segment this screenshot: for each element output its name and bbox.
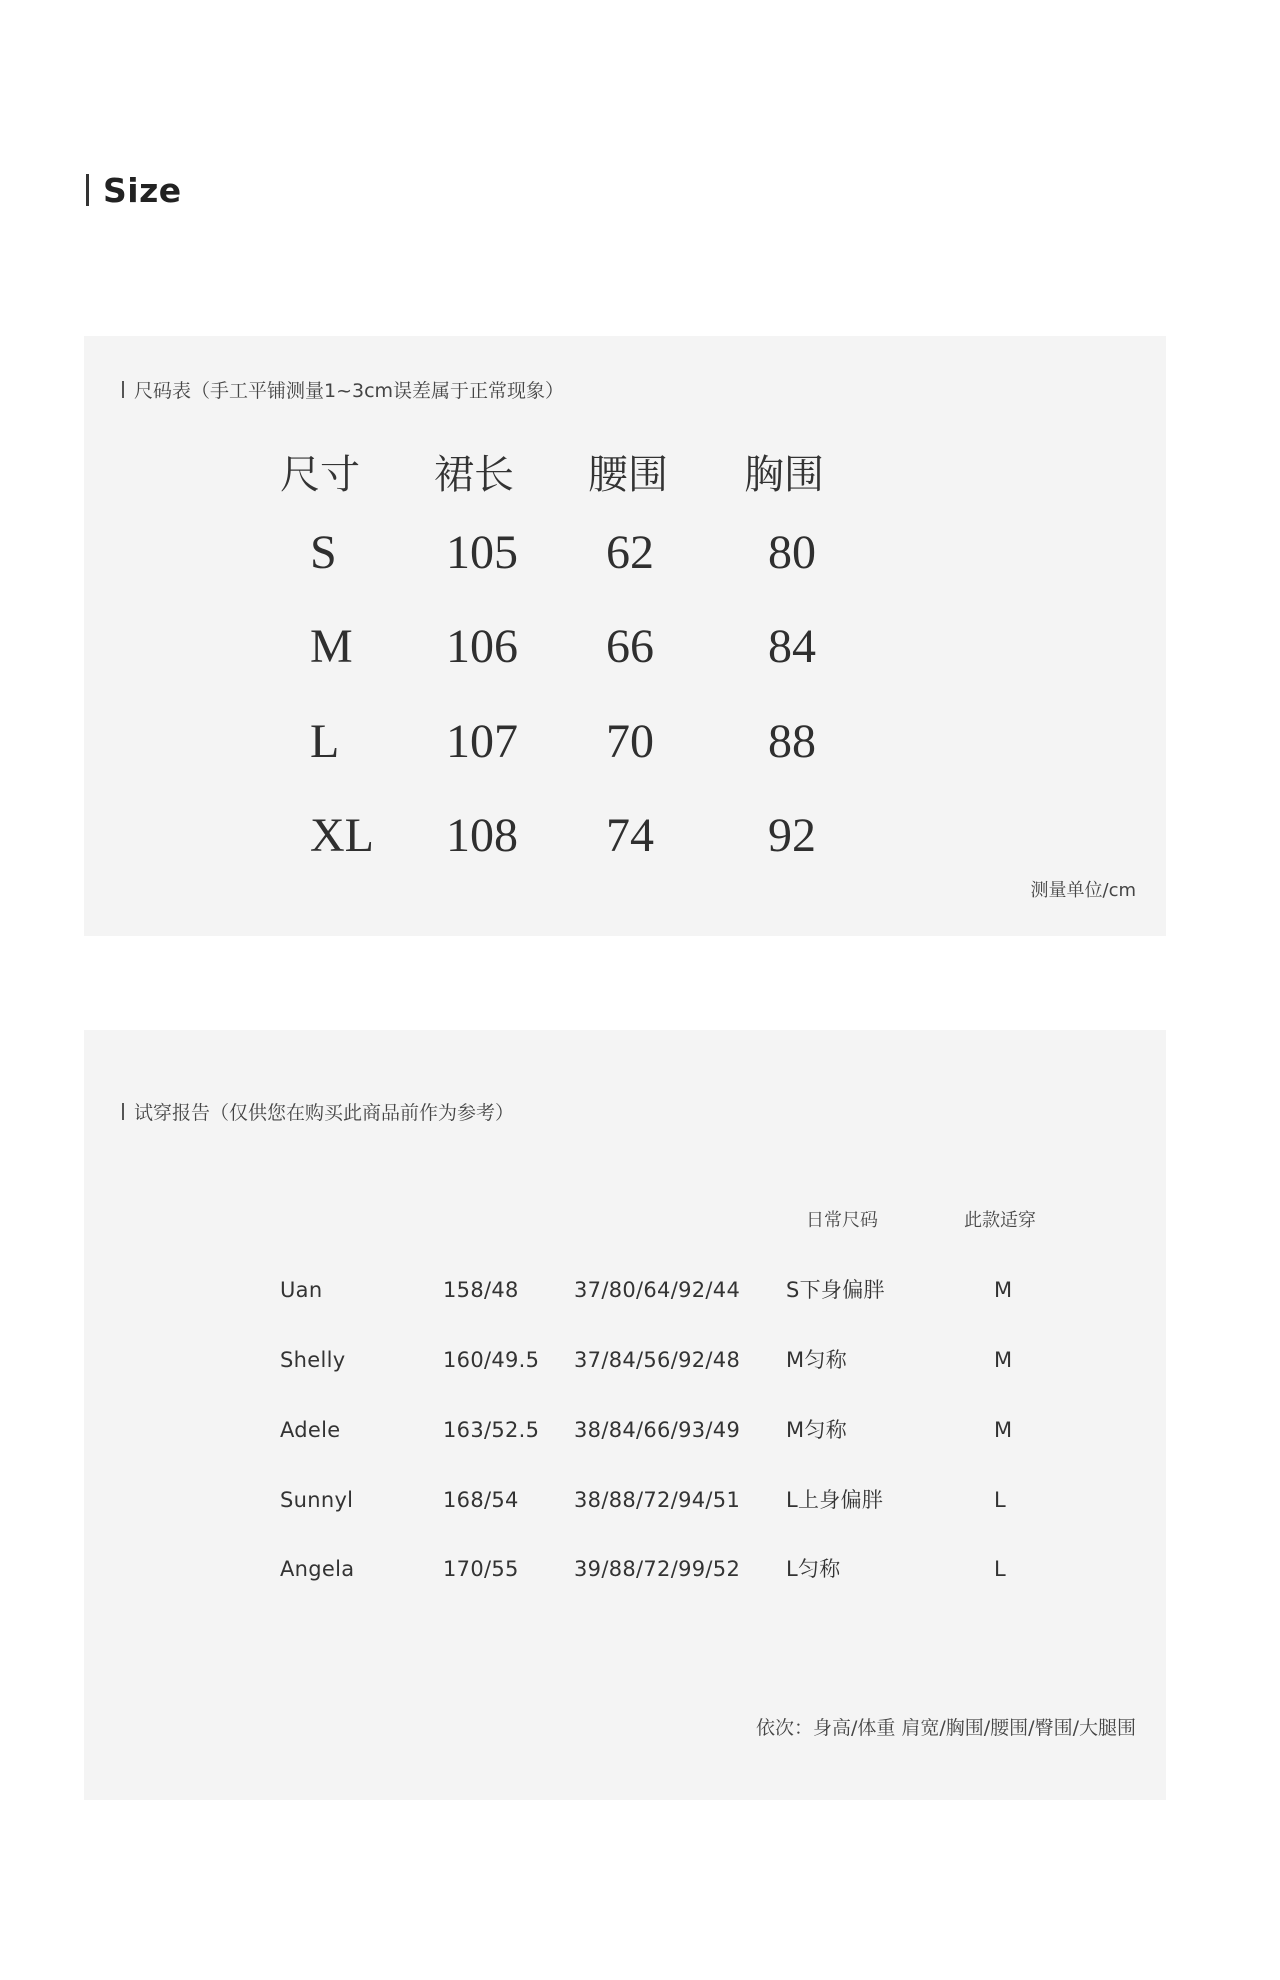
- fit-report-title: [122, 1098, 514, 1125]
- length-value: 106: [446, 620, 518, 673]
- model-name: Uan: [280, 1278, 323, 1302]
- heading-bar: [86, 174, 89, 206]
- fit-row: [84, 1410, 1166, 1450]
- size-label: XL: [310, 809, 374, 862]
- size-row: [84, 518, 1166, 588]
- daily-size: M匀称: [786, 1348, 848, 1372]
- fit-report-panel: [84, 1030, 1166, 1800]
- daily-size: L匀称: [786, 1557, 841, 1581]
- waist-value: 66: [606, 620, 654, 673]
- header-length: 裙长: [434, 452, 514, 498]
- waist-value: 70: [606, 715, 654, 768]
- size-table: [84, 336, 1166, 936]
- title-bar: [122, 1103, 124, 1120]
- model-name: Adele: [280, 1418, 341, 1442]
- daily-size: L上身偏胖: [786, 1488, 884, 1512]
- height-weight: 163/52.5: [443, 1418, 540, 1442]
- waist-value: 74: [606, 809, 654, 862]
- header-waist: 腰围: [588, 452, 668, 498]
- header-fit-size: 此款适穿: [964, 1210, 1036, 1231]
- size-chart-panel: [84, 336, 1166, 936]
- section-title: Size: [103, 170, 182, 210]
- chest-value: 80: [768, 526, 816, 579]
- size-row: [84, 707, 1166, 777]
- unit-note: 测量单位/cm: [1030, 880, 1136, 901]
- section-heading: [86, 170, 182, 210]
- waist-value: 62: [606, 526, 654, 579]
- fit-size: M: [994, 1278, 1013, 1302]
- model-name: Shelly: [280, 1348, 346, 1372]
- fit-row: [84, 1549, 1166, 1589]
- fit-size: L: [994, 1488, 1006, 1512]
- measurement-order-note: 依次：身高/体重 肩宽/胸围/腰围/臀围/大腿围: [755, 1717, 1136, 1739]
- size-table-header: [84, 440, 1166, 510]
- chest-value: 92: [768, 809, 816, 862]
- size-row: [84, 801, 1166, 871]
- fit-row: [84, 1270, 1166, 1310]
- body-measurements: 38/84/66/93/49: [574, 1418, 741, 1442]
- height-weight: 170/55: [443, 1557, 519, 1581]
- height-weight: 160/49.5: [443, 1348, 540, 1372]
- fit-size: L: [994, 1557, 1006, 1581]
- size-chart-title-text: 尺码表（手工平铺测量1~3cm误差属于正常现象）: [134, 380, 565, 402]
- header-chest: 胸围: [744, 452, 824, 498]
- length-value: 107: [446, 715, 518, 768]
- chest-value: 84: [768, 620, 816, 673]
- fit-size: M: [994, 1418, 1013, 1442]
- model-name: Sunnyl: [280, 1488, 354, 1512]
- length-value: 105: [446, 526, 518, 579]
- size-label: L: [310, 715, 340, 768]
- fit-report-title-text: 试穿报告（仅供您在购买此商品前作为参考）: [134, 1102, 515, 1124]
- body-measurements: 38/88/72/94/51: [574, 1488, 741, 1512]
- fit-row: [84, 1340, 1166, 1380]
- chest-value: 88: [768, 715, 816, 768]
- daily-size: S下身偏胖: [786, 1278, 885, 1302]
- height-weight: 168/54: [443, 1488, 519, 1512]
- body-measurements: 39/88/72/99/52: [574, 1557, 741, 1581]
- body-measurements: 37/80/64/92/44: [574, 1278, 741, 1302]
- header-daily-size: 日常尺码: [806, 1210, 878, 1231]
- size-row: [84, 612, 1166, 682]
- size-label: M: [310, 620, 353, 673]
- body-measurements: 37/84/56/92/48: [574, 1348, 741, 1372]
- daily-size: M匀称: [786, 1418, 848, 1442]
- size-label: S: [310, 526, 337, 579]
- length-value: 108: [446, 809, 518, 862]
- fit-size: M: [994, 1348, 1013, 1372]
- header-size: 尺寸: [280, 452, 360, 498]
- fit-row: [84, 1480, 1166, 1520]
- model-name: Angela: [280, 1557, 355, 1581]
- height-weight: 158/48: [443, 1278, 519, 1302]
